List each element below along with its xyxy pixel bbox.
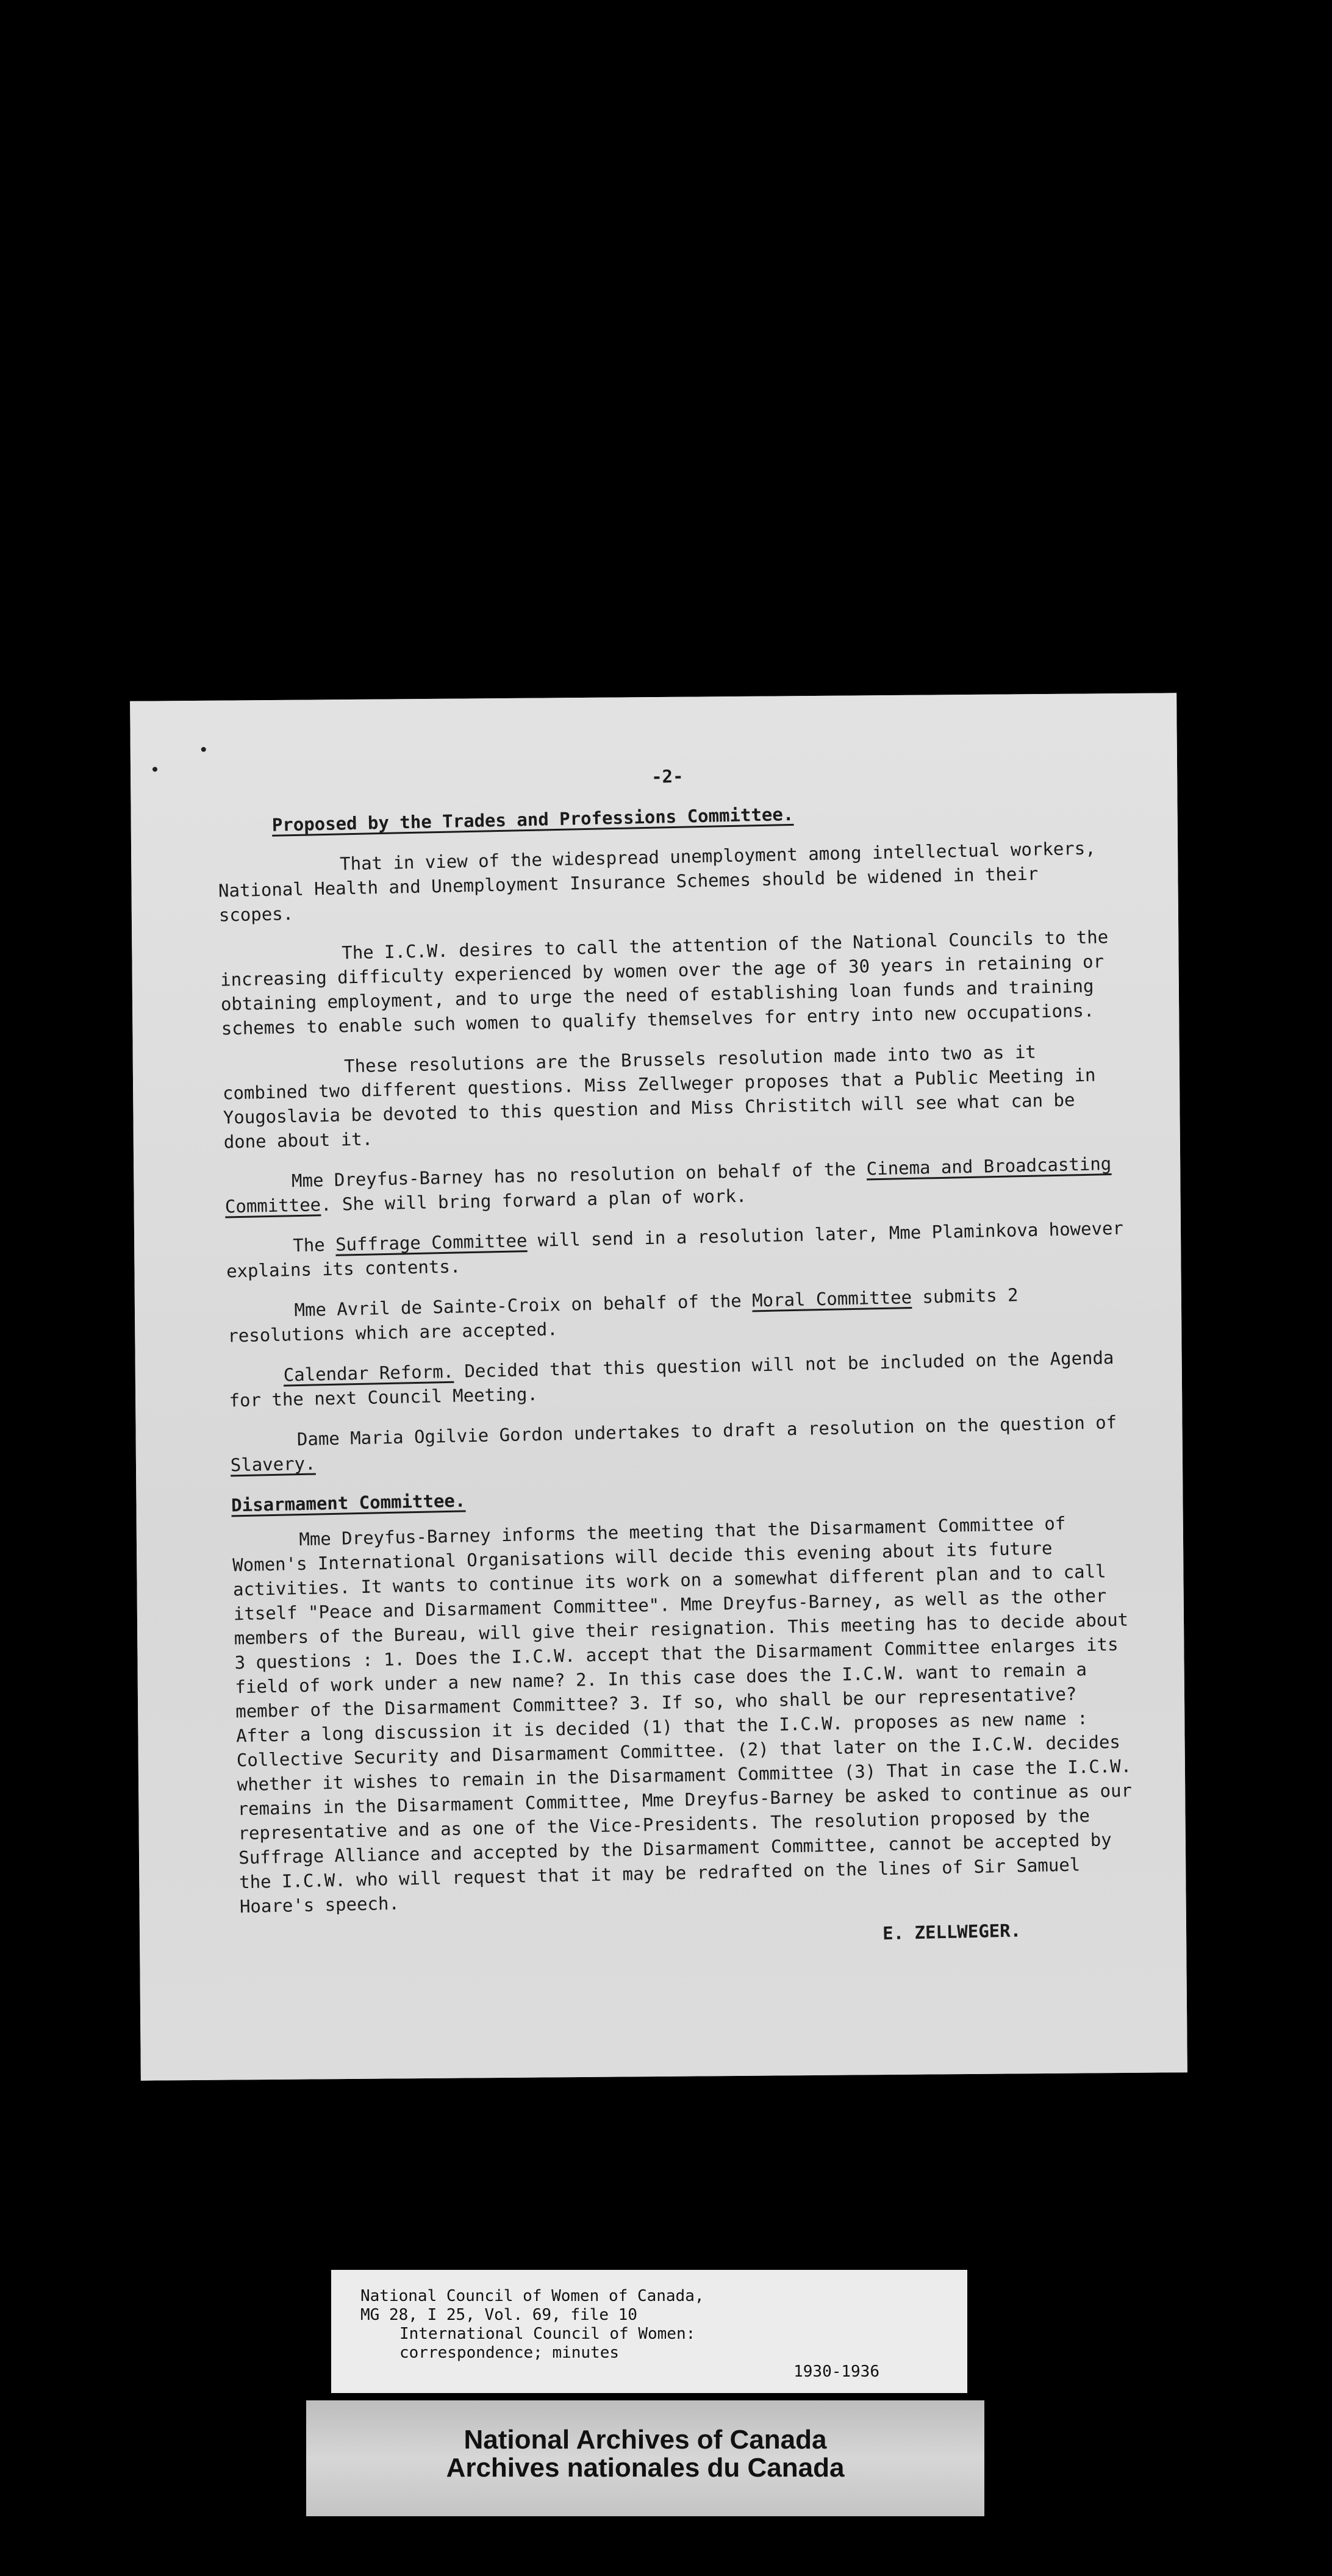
archive-banner (306, 2400, 984, 2516)
heading-trades-committee: Proposed by the Trades and Professions Committee. (271, 803, 794, 835)
citation-line: correspondence; minutes (399, 2344, 620, 2362)
slavery-topic: Slavery. (230, 1453, 316, 1476)
paragraph-slavery (230, 1409, 1133, 1477)
text-segment: Mme Dreyfus-Barney has no resolution on behalf of the (291, 1158, 867, 1192)
text-segment: submits 2 resolutions which are accepted. (227, 1284, 1019, 1347)
paragraph-unemployment: That in view of the widespread unemployment among intellectual workers, National Health and Unemployment Insurance Schemes should be widened in their scopes. (218, 837, 1096, 926)
citation-line: International Council of Women: (399, 2325, 696, 2343)
signature: E. ZELLWEGER. (882, 1920, 1022, 1944)
text-segment: Dame Maria Ogilvie Gordon undertakes to draft a resolution on the question of (296, 1411, 1117, 1450)
document-body (216, 755, 1143, 1959)
text-segment: . She will bring forward a plan of work. (320, 1185, 747, 1215)
suffrage-committee-name: Suffrage Committee (335, 1230, 528, 1255)
citation-line: MG 28, I 25, Vol. 69, file 10 (360, 2306, 637, 2324)
document-page (130, 693, 1187, 2080)
text-segment: The (292, 1234, 336, 1256)
paragraph-suffrage-committee (226, 1216, 1129, 1284)
paragraph-brussels-resolution: These resolutions are the Brussels resolution made into two as it combined two different questions. Miss Zellweger proposes that a Public Meeting in Yougoslavia be devoted to this question and Miss Christitch will see what can be done about it. (222, 1041, 1096, 1153)
text-segment: Decided that this question will not be included on the Agenda for the next Council Meeting. (229, 1347, 1114, 1411)
paragraph-moral-committee (227, 1280, 1130, 1348)
paragraph-disarmament: Mme Dreyfus-Barney informs the meeting that the Disarmament Committee of Women's International Organisations will decide this evening about its future activities. It wants to continue its work on a somewhat different plan and to call itself "Peace and Disarmament Committee". Mme Dreyfus-Barney, as well as the other members of the Bureau, will give their resignation. This meeting has to decide about 3 questions : 1. Does the I.C.W. accept that the Disarmament Committee enlarges its field of work under a new name? 2. In this case does the I.C.W. want to remain a member of the Disarmament Committee? 3. If so, who shall be our representative? After a long discussion it is decided (1) that the I.C.W. proposes as new name : Collective Security and Disarmament Committee. (2) that later on the I.C.W. decides whether it wishes to remain in the Disarmament Committee (3) That in case the I.C.W. remains in the Disarmament Committee, Mme Dreyfus-Barney be asked to continue as our representative and as one of the Vice-Presidents. The resolution proposed by the Suffrage Alliance and accepted by the Disarmament Committee, cannot be accepted by the I.C.W. who will request that it may be redrafted on the lines of Sir Samuel Hoare's speech. (232, 1512, 1133, 1917)
scan-speck (152, 767, 157, 771)
citation-years: 1930-1936 (793, 2363, 879, 2381)
text-segment: Mme Avril de Sainte-Croix on behalf of the (294, 1290, 753, 1321)
scan-speck (201, 747, 206, 752)
paragraph-icw-attention: The I.C.W. desires to call the attention of the National Councils to the increasing difficulty experienced by women over the age of 30 years in retaining or obtaining employment, and to urge the need of establishing loan funds and training schemes to enable such women to qualify themselves for entry into new occupations. (220, 926, 1109, 1039)
moral-committee-name: Moral Committee (751, 1286, 912, 1311)
citation-label (331, 2270, 967, 2393)
text-segment: will send in a resolution later, Mme Plaminkova however explains its contents. (226, 1217, 1124, 1282)
citation-line: National Council of Women of Canada, (360, 2287, 704, 2305)
paragraph-calendar-reform (228, 1345, 1131, 1412)
heading-disarmament-committee: Disarmament Committee. (231, 1490, 466, 1516)
page-number: -2- (651, 765, 684, 787)
archive-name-english: National Archives of Canada (464, 2425, 827, 2455)
paragraph-cinema-committee (224, 1151, 1128, 1219)
archive-name-french: Archives nationales du Canada (446, 2453, 845, 2483)
calendar-reform-label: Calendar Reform. (283, 1361, 454, 1386)
cinema-committee-name: Cinema and Broadcasting Committee (224, 1153, 1112, 1217)
